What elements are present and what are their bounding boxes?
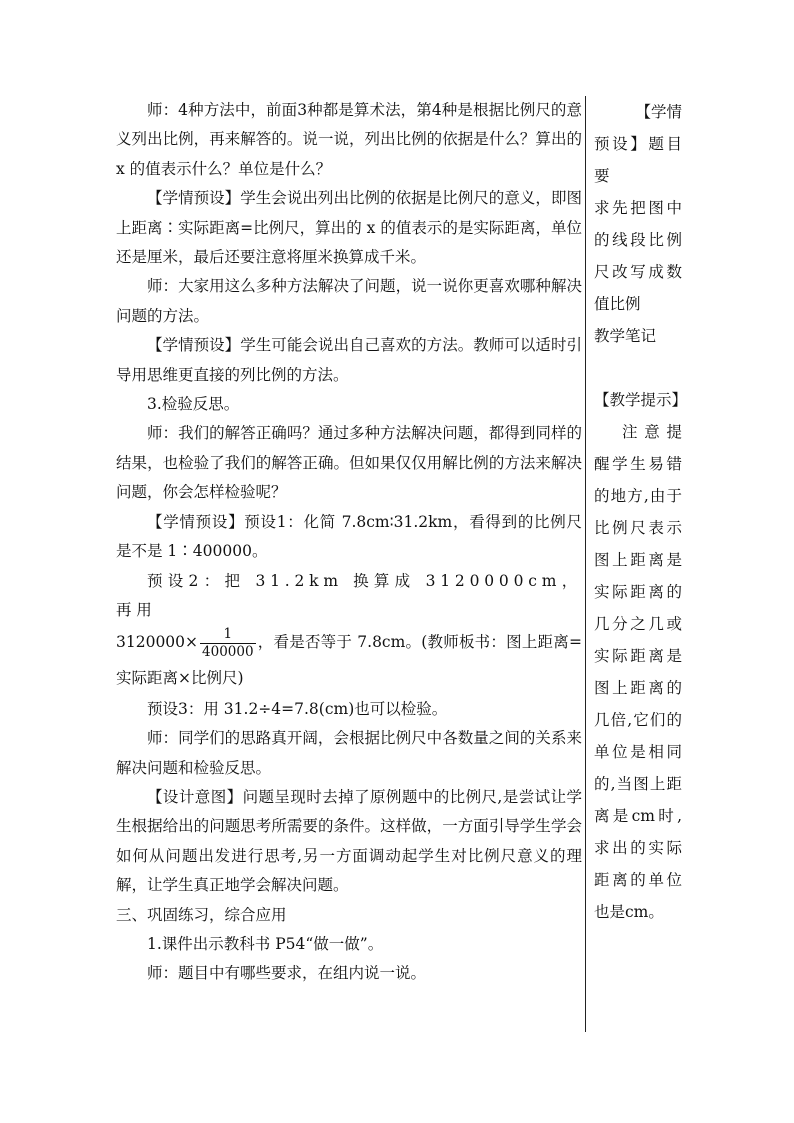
fraction-numerator: 1 bbox=[223, 625, 233, 642]
paragraph-preset-1: 【学情预设】预设1：化简 7.8cm∶31.2km，看得到的比例尺是不是 1∶400000。 bbox=[116, 512, 582, 561]
paragraph-courseware: 1.课件出示教科书 P54“做一做”。 bbox=[147, 935, 384, 954]
note-line: 值比例 bbox=[594, 295, 641, 313]
tip-line: 求出的实际 bbox=[594, 839, 682, 857]
notes-spacer bbox=[594, 352, 682, 384]
section-check-reflect: 3.检验反思。 bbox=[147, 395, 240, 414]
tip-line: 也是cm。 bbox=[594, 903, 664, 921]
formula-prefix: 3120000× bbox=[116, 633, 199, 652]
paragraph-preset-2-formula bbox=[116, 625, 582, 695]
tip-line: 离是cm时, bbox=[594, 807, 682, 825]
formula-suffix: ，看是否等于 7.8cm。(教师板书：图上距离=实际距离×比例尺) bbox=[116, 633, 582, 687]
paragraph-teacher-praise: 师：同学们的思路真开阔，会根据比例尺中各数量之间的关系来解决问题和检验反思。 bbox=[116, 729, 582, 777]
paragraph-preset-3: 预设3：用 31.2÷4=7.8(cm)也可以检验。 bbox=[147, 699, 448, 718]
paragraph-preset-2-line1: 预设2：把 31.2km 换算成 3120000cm，再用 bbox=[116, 571, 582, 619]
fraction-denominator: 400000 bbox=[202, 643, 254, 660]
fraction bbox=[200, 626, 256, 661]
tip-line: 实际距离的 bbox=[594, 583, 682, 601]
note-line: 预设】题目要 bbox=[594, 135, 682, 185]
tip-line: 图上距离是 bbox=[594, 551, 682, 569]
margin-notes-column bbox=[594, 96, 688, 928]
paragraph-teacher-favorite: 师：大家用这么多种方法解决了问题，说一说你更喜欢哪种解决问题的方法。 bbox=[116, 277, 582, 325]
section-heading-practice: 三、巩固练习，综合应用 bbox=[116, 905, 287, 924]
teaching-notes-label: 教学笔记 bbox=[594, 327, 657, 345]
note-line: 求先把图中 bbox=[594, 199, 682, 217]
tip-line: 单位是相同 bbox=[594, 743, 682, 761]
tip-line: 实际距离是 bbox=[594, 647, 682, 665]
paragraph-teacher-methods: 师：4种方法中，前面3种都是算术法，第4种是根据比例尺的意义列出比例，再来解答的。说一说，列出比例的依据是什么？算出的 x 的值表示什么？单位是什么？ bbox=[116, 101, 582, 178]
paragraph-design-intent: 【设计意图】问题呈现时去掉了原例题中的比例尺,是尝试让学生根据给出的问题思考所需要的条件。这样做，一方面引导学生学会如何从问题出发进行思考,另一方面调动起学生对比例尺意义的理解，让学生真正地学会解决问题。 bbox=[116, 788, 582, 895]
teaching-tip-heading: 【教学提示】 bbox=[594, 391, 688, 409]
main-text-column bbox=[116, 96, 582, 989]
paragraph-teacher-requirements: 师：题目中有哪些要求，在组内说一说。 bbox=[147, 964, 427, 983]
note-preset-heading: 【学情 bbox=[635, 103, 682, 121]
tip-line: 距离的单位 bbox=[594, 871, 682, 889]
paragraph-teacher-check: 师：我们的解答正确吗？通过多种方法解决问题，都得到同样的结果，也检验了我们的解答正确。但如果仅仅用解比例的方法来解决问题，你会怎样检验呢？ bbox=[116, 424, 582, 502]
note-line: 尺改写成数 bbox=[594, 263, 682, 281]
tip-line: 几倍,它们的 bbox=[594, 711, 682, 729]
tip-line: 的地方,由于 bbox=[594, 487, 682, 505]
tip-line: 注意提 bbox=[622, 423, 682, 441]
paragraph-preset-basis: 【学情预设】学生会说出列出比例的依据是比例尺的意义，即图上距离∶实际距离=比例尺，算出的 x 的值表示的是实际距离，单位还是厘米，最后还要注意将厘米换算成千米。 bbox=[116, 189, 582, 267]
tip-line: 的,当图上距 bbox=[594, 775, 682, 793]
tip-line: 几分之几或 bbox=[594, 615, 682, 633]
paragraph-preset-favorite: 【学情预设】学生可能会说出自己喜欢的方法。教师可以适时引导用思维更直接的列比例的方法。 bbox=[116, 336, 582, 384]
tip-line: 比例尺表示 bbox=[594, 519, 682, 537]
tip-line: 醒学生易错 bbox=[594, 455, 682, 473]
note-line: 的线段比例 bbox=[594, 231, 682, 249]
tip-line: 图上距离的 bbox=[594, 679, 682, 697]
column-divider bbox=[585, 96, 586, 1032]
